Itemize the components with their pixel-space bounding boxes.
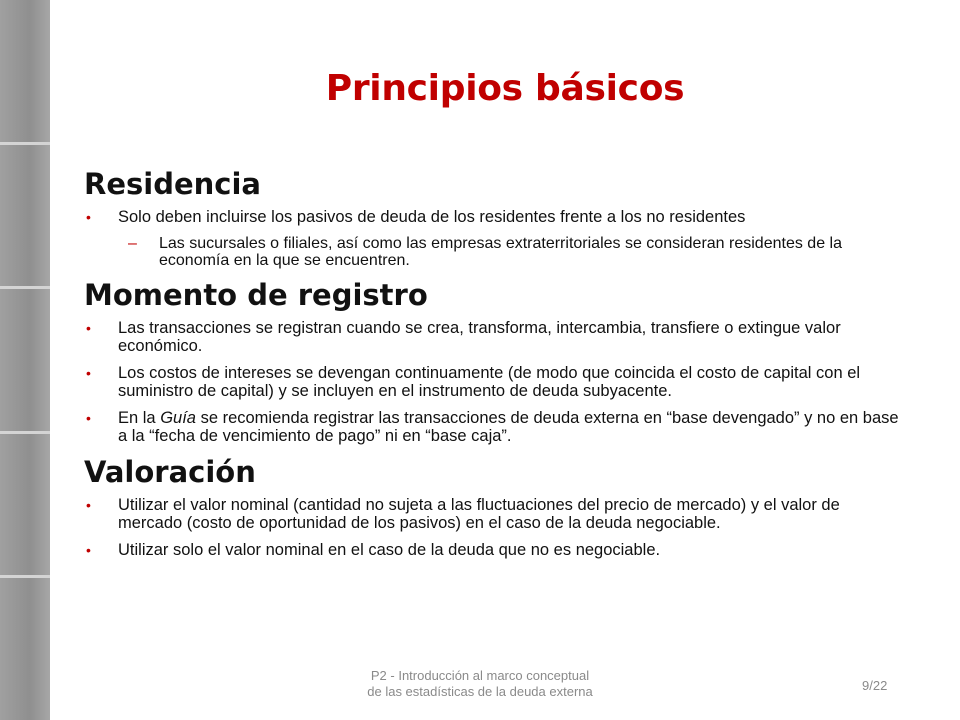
bullet-icon: •	[86, 209, 91, 225]
slide-footer	[330, 668, 630, 700]
left-bar-segment	[0, 434, 50, 579]
bullet-item	[84, 409, 904, 445]
bullet-list	[84, 208, 904, 269]
dash-icon: –	[128, 235, 137, 252]
bullet-item	[84, 496, 904, 532]
section-residencia	[84, 166, 904, 269]
sub-bullet-item	[84, 235, 904, 269]
bullet-text-prefix: En la	[118, 409, 161, 427]
section-momento-de-registro	[84, 277, 904, 445]
bullet-icon: •	[86, 410, 91, 426]
section-heading: Momento de registro	[84, 278, 428, 312]
bullet-text: Los costos de intereses se devengan continuamente (de modo que coincida el costo de capital con el suministro de capital) y se incluyen en el instrumento de deuda subyacente.	[118, 364, 861, 400]
bullet-list	[84, 496, 904, 559]
bullet-text: Las transacciones se registran cuando se crea, transforma, intercambia, transfiere o extingue valor económico.	[118, 319, 841, 355]
bullet-icon: •	[86, 542, 91, 558]
bullet-icon: •	[86, 497, 91, 513]
left-bar-segment	[0, 289, 50, 434]
bullet-text: Solo deben incluirse los pasivos de deuda de los residentes frente a los no residentes	[118, 208, 746, 226]
section-valoracion	[84, 454, 904, 559]
slide-content	[84, 166, 904, 568]
section-heading: Residencia	[84, 167, 261, 201]
bullet-text: Utilizar el valor nominal (cantidad no sujeta a las fluctuaciones del precio de mercado) y el valor de mercado (costo de oportunidad de los pasivos) en el caso de la deuda negociable.	[118, 496, 840, 532]
slide-title: Principios básicos	[325, 68, 685, 109]
bullet-icon: •	[86, 320, 91, 336]
bullet-text: Utilizar solo el valor nominal en el caso de la deuda que no es negociable.	[118, 541, 661, 559]
bullet-item	[84, 364, 904, 400]
bullet-list	[84, 319, 904, 445]
guia-emphasis: Guía	[160, 409, 196, 427]
left-bar-segment	[0, 0, 50, 145]
page-number: 9/22	[862, 678, 888, 693]
left-bar-segment	[0, 578, 50, 720]
bullet-item	[84, 541, 904, 559]
footer-line: de las estadísticas de la deuda externa	[367, 684, 593, 699]
bullet-item	[84, 319, 904, 355]
bullet-icon: •	[86, 365, 91, 381]
bullet-text-suffix: se recomienda registrar las transacciones de deuda externa en “base devengado” y no en base a la “fecha de vencimiento de pago” ni en “base caja”.	[118, 409, 899, 445]
left-decorative-bar	[0, 0, 50, 720]
sub-bullet-text: Las sucursales o filiales, así como las empresas extraterritoriales se consideran residentes de la economía en la que se encuentren.	[159, 235, 842, 269]
footer-line: P2 - Introducción al marco conceptual	[370, 668, 590, 683]
section-heading: Valoración	[84, 455, 256, 489]
left-bar-segment	[0, 145, 50, 290]
bullet-item	[84, 208, 904, 226]
